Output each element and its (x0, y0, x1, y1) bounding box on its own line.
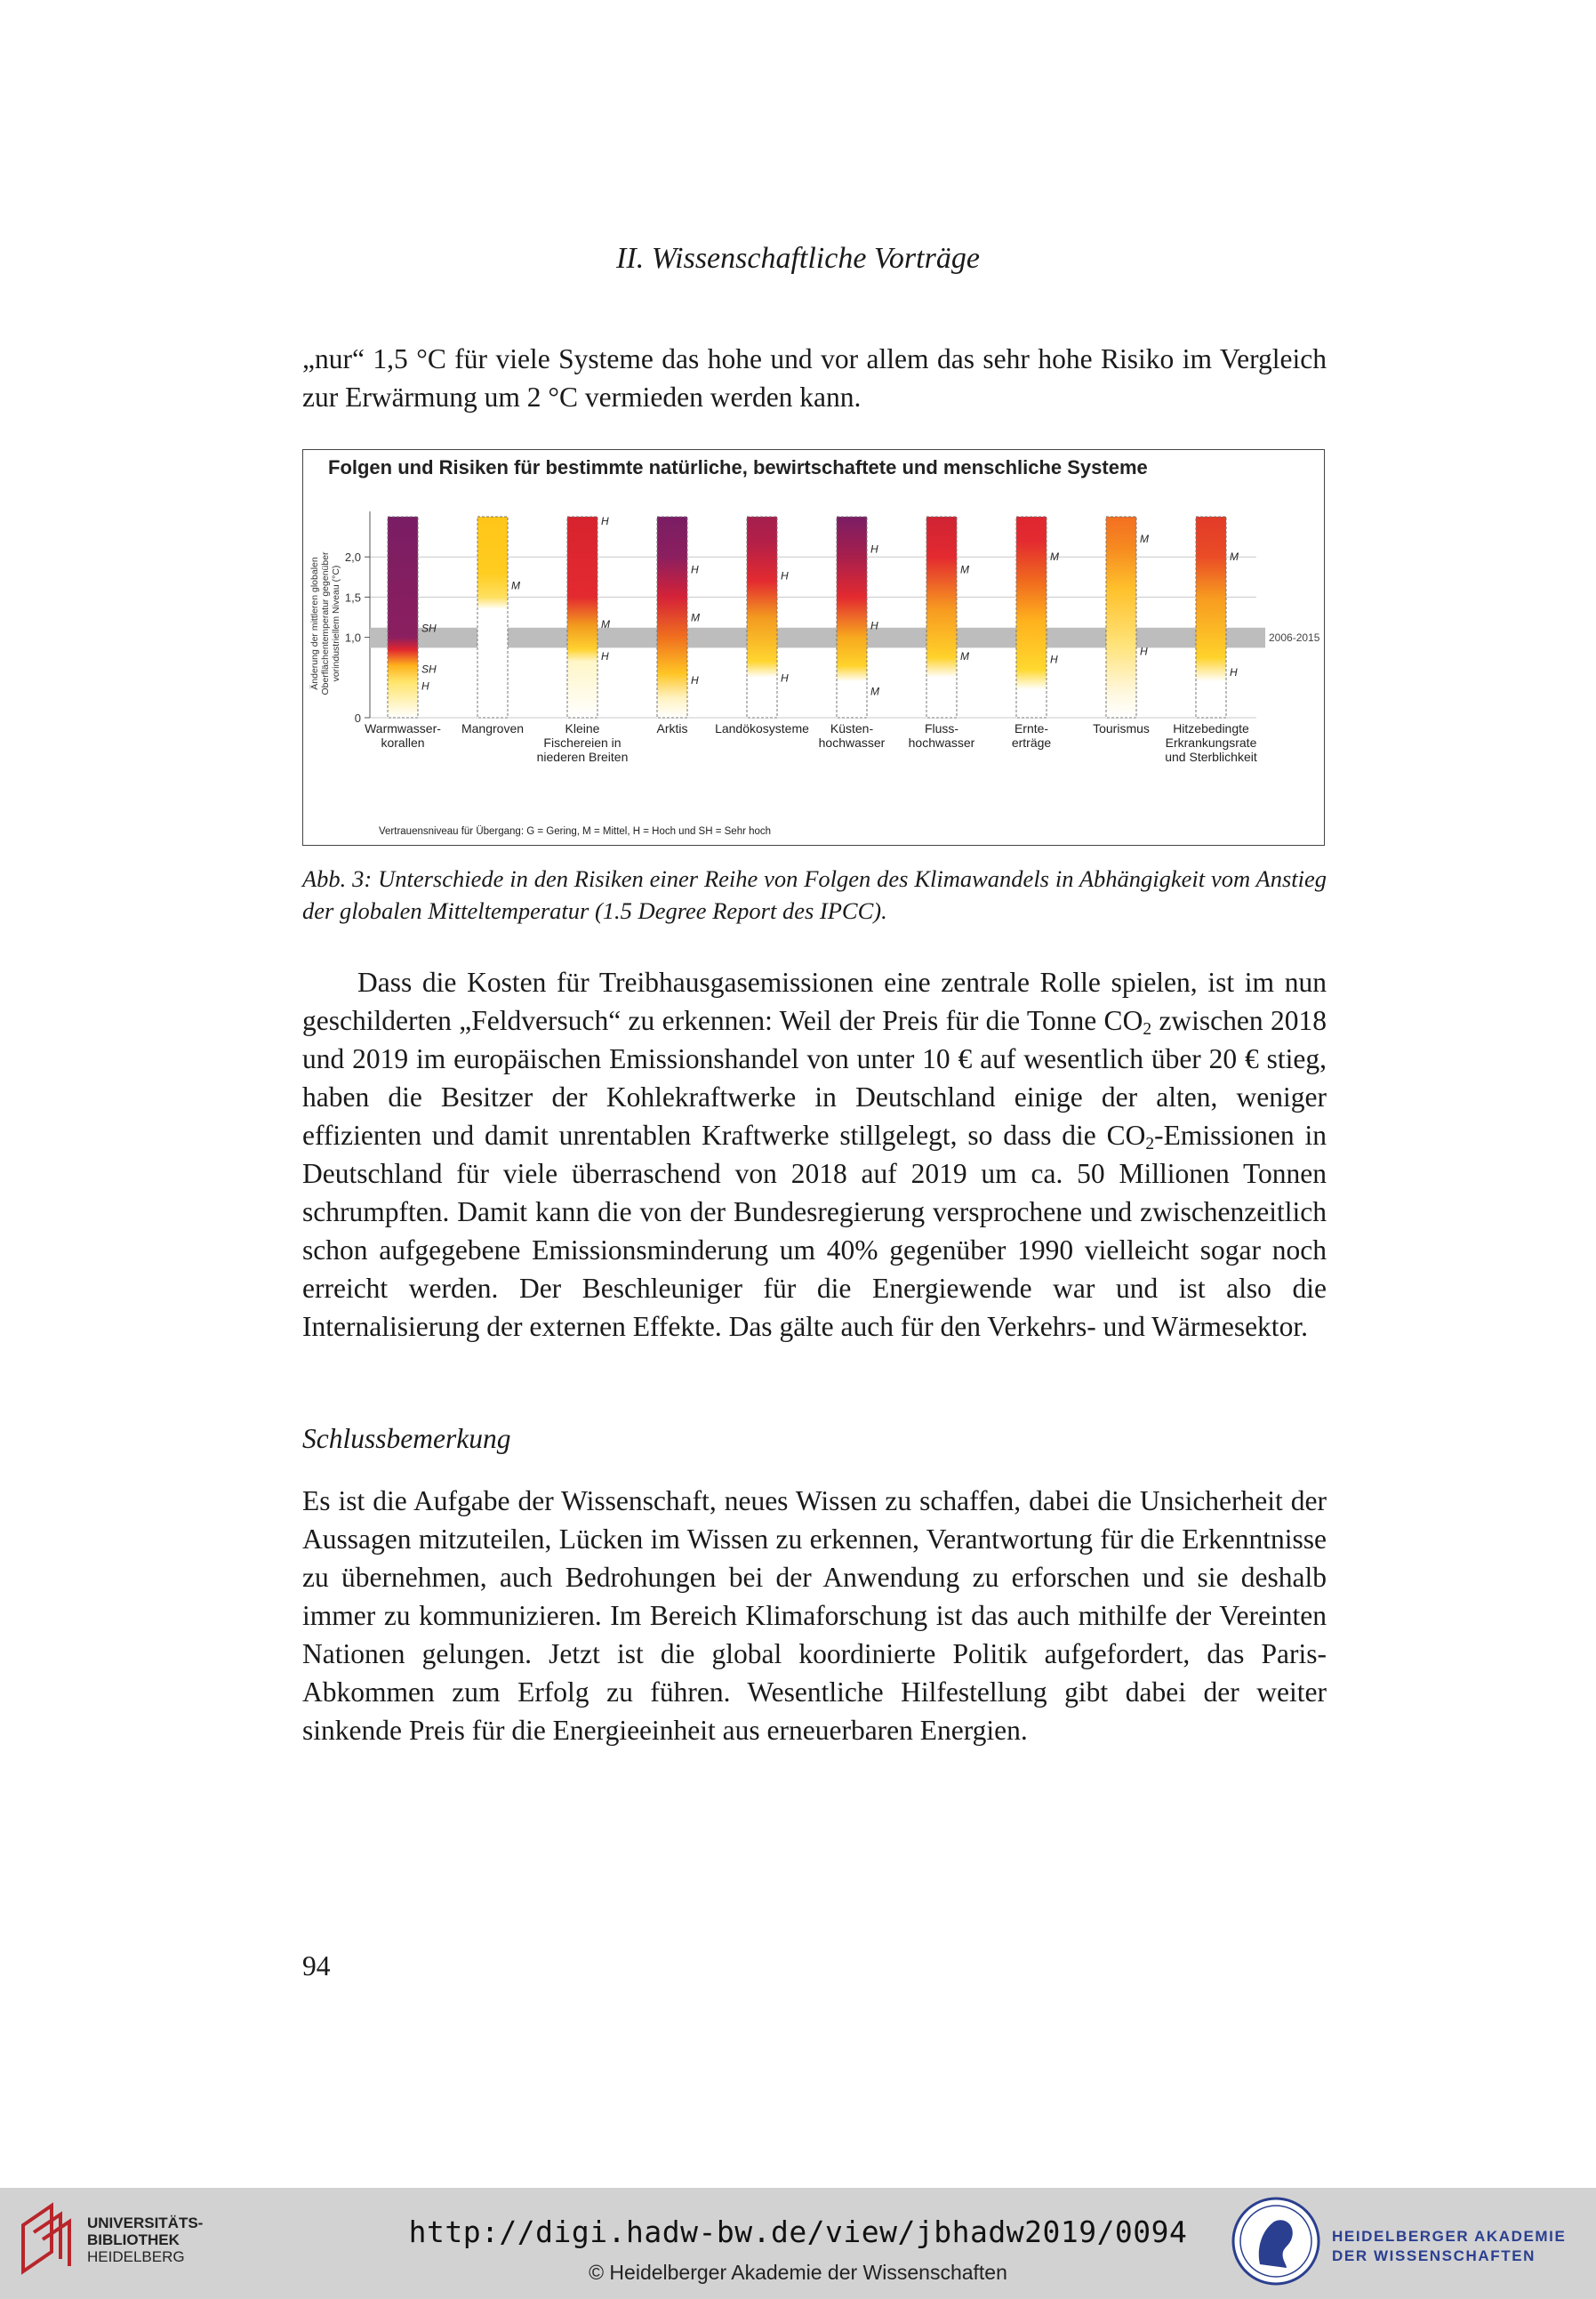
section-heading: Schlussbemerkung (302, 1423, 511, 1454)
category-label: Mangroven (461, 721, 525, 736)
confidence-label: SH (421, 622, 437, 635)
confidence-label: H (1140, 645, 1148, 658)
confidence-label: M (691, 611, 700, 624)
confidence-label: H (601, 515, 609, 528)
category-label: Küsten- (830, 721, 874, 736)
confidence-label: M (960, 563, 969, 576)
confidence-label: H (781, 671, 789, 685)
confidence-label: SH (421, 663, 437, 676)
y-axis-label-line: Oberflächentemperatur gegenüber (320, 551, 331, 695)
band-label: 2006-2015 (1269, 631, 1320, 645)
paragraph-emissions-part-1: Dass die Kosten für Treibhausgasemissionen eine zentrale Rolle spielen, ist im nun geschilderten „Feldversuch“ zu erkennen: Weil der Preis für die Tonne CO (302, 967, 1327, 1036)
category-label: Tourismus (1093, 721, 1150, 736)
digitization-url[interactable]: http://digi.hadw-bw.de/view/jbhadw2019/0094 (408, 2215, 1188, 2249)
confidence-label: H (421, 679, 429, 693)
library-line-3: HEIDELBERG (87, 2248, 185, 2265)
risk-bar (388, 517, 418, 718)
category-label: Fluss- (924, 721, 959, 736)
category-label: niederen Breiten (536, 750, 629, 764)
risk-bar (1106, 517, 1136, 718)
academy-name (1332, 2227, 1566, 2266)
risk-bar (567, 517, 597, 718)
category-label: hochwasser (908, 736, 975, 750)
confidence-label: H (691, 674, 699, 687)
figure-caption: Abb. 3: Unterschiede in den Risiken einer Reihe von Folgen des Klimawandels in Abhängigkeit vom Anstieg der globalen Mitteltemperatur (1.5 Degree Report des IPCC). (302, 865, 1327, 924)
confidence-label: H (781, 569, 789, 583)
confidence-label: H (870, 543, 878, 556)
category-label: Hitzebedingte (1173, 721, 1249, 736)
y-tick-label: 2,0 (344, 551, 361, 565)
paragraph-intro-text: „nur“ 1,5 °C für viele Systeme das hohe und vor allem das sehr hohe Risiko im Vergleich zur Erwärmung um 2 °C vermieden werden kann. (302, 343, 1327, 413)
risk-bar (837, 517, 867, 718)
category-label: und Sterblichkeit (1165, 750, 1257, 764)
category-label: Ernte- (1014, 721, 1049, 736)
confidence-label: M (1140, 532, 1149, 545)
y-axis-label-line: vorindustriellem Niveau (°C) (331, 565, 341, 682)
confidence-label: M (1050, 550, 1059, 563)
category-label: hochwasser (818, 736, 886, 750)
page-number: 94 (302, 1950, 331, 1981)
confidence-label: M (601, 617, 610, 631)
figure-risk-chart (302, 449, 1325, 846)
y-tick-label: 1,0 (344, 631, 361, 645)
confidence-label: H (691, 563, 699, 576)
running-header: II. Wissenschaftliche Vorträge (616, 242, 980, 275)
category-label: Warmwasser- (365, 721, 441, 736)
y-axis-label-line: Änderung der mittleren globalen (309, 557, 320, 690)
academy-line-2: DER WISSENSCHAFTEN (1332, 2247, 1536, 2264)
paragraph-intro (302, 340, 1327, 416)
paragraph-emissions (302, 963, 1327, 1346)
category-label: Erkrankungsrate (1165, 736, 1257, 750)
library-line-1: UNIVERSITÄTS- (87, 2215, 204, 2231)
academy-line-1: HEIDELBERGER AKADEMIE (1332, 2228, 1567, 2245)
co2-subscript-2: 2 (1145, 1134, 1155, 1154)
risk-chart-svg (303, 450, 1323, 844)
risk-bar (1016, 517, 1047, 718)
risk-bar (477, 517, 508, 718)
chart-title: Folgen und Risiken für bestimmte natürliche, bewirtschaftete und menschliche Systeme (328, 456, 1148, 478)
paragraph-conclusion-text: Es ist die Aufgabe der Wissenschaft, neues Wissen zu schaffen, dabei die Unsicherheit der Aussagen mitzuteilen, Lücken im Wissen zu erkennen, Verantwortung für die Erkenntnisse zu übernehmen, auch Bedrohungen bei der Anwendung zu erforschen und sie deshalb immer zu kommunizieren. Im Bereich Klimaforschung ist das auch mithilfe der Vereinten Nationen gelungen. Jetzt ist die global koordinierte Politik aufgefordert, das Paris-Abkommen zum Erfolg zu führen. Wesentliche Hilfestellung gibt dabei der weiter sinkende Preis für die Energieeinheit aus erneuerbaren Energien. (302, 1485, 1327, 1746)
category-label: Kleine (565, 721, 600, 736)
library-line-2: BIBLIOTHEK (87, 2231, 180, 2248)
confidence-label: M (960, 649, 969, 663)
co2-subscript-1: 2 (1143, 1019, 1152, 1039)
y-tick-label: 1,5 (344, 591, 361, 605)
risk-bar (926, 517, 957, 718)
chart-footnote: Vertrauensniveau für Übergang: G = Gering, M = Mittel, H = Hoch und SH = Sehr hoch (379, 826, 772, 837)
y-tick-label: 0 (354, 711, 361, 725)
risk-bar (657, 517, 687, 718)
paragraph-emissions-part-3: -Emissionen in Deutschland für viele überraschend von 2018 auf 2019 um ca. 50 Millionen Tonnen schrumpften. Damit kann die von der Bundesregierung versprochene und zwischenzeitlich schon aufgegebene Emissionsminderung um 40% gegenüber 1990 vielleicht sogar noch erreicht werden. Der Beschleuniger für die Energiewende war und ist also die Internalisierung der externen Effekte. Das gälte auch für den Verkehrs- und Wärmesektor. (302, 1120, 1327, 1342)
digitization-footer (0, 2188, 1596, 2299)
confidence-label: H (1230, 665, 1238, 679)
confidence-label: H (870, 619, 878, 632)
confidence-label: H (1050, 653, 1058, 666)
risk-bar (747, 517, 777, 718)
risk-bar (1196, 517, 1226, 718)
paragraph-conclusion (302, 1482, 1327, 1749)
category-label: Landökosysteme (715, 721, 809, 736)
hadw-seal-icon (1230, 2195, 1322, 2287)
confidence-label: M (511, 579, 520, 592)
category-label: korallen (381, 736, 425, 750)
category-label: Fischereien in (543, 736, 622, 750)
confidence-label: H (601, 649, 609, 663)
copyright-notice: © Heidelberger Akademie der Wissenschaften (589, 2261, 1007, 2284)
confidence-label: M (870, 685, 879, 698)
category-label: Arktis (656, 721, 688, 736)
paragraph-emissions-part-2: zwischen 2018 und 2019 im europäischen Emissionshandel von unter 10 € auf wesentlich über 20 € stieg, haben die Besitzer der Kohlekraftwerke in Deutschland einige der alten, weniger effizienten und damit unrentablen Kraftwerke stillgelegt, so dass die CO (302, 1005, 1327, 1151)
category-label: erträge (1011, 736, 1052, 750)
confidence-label: M (1230, 550, 1239, 563)
